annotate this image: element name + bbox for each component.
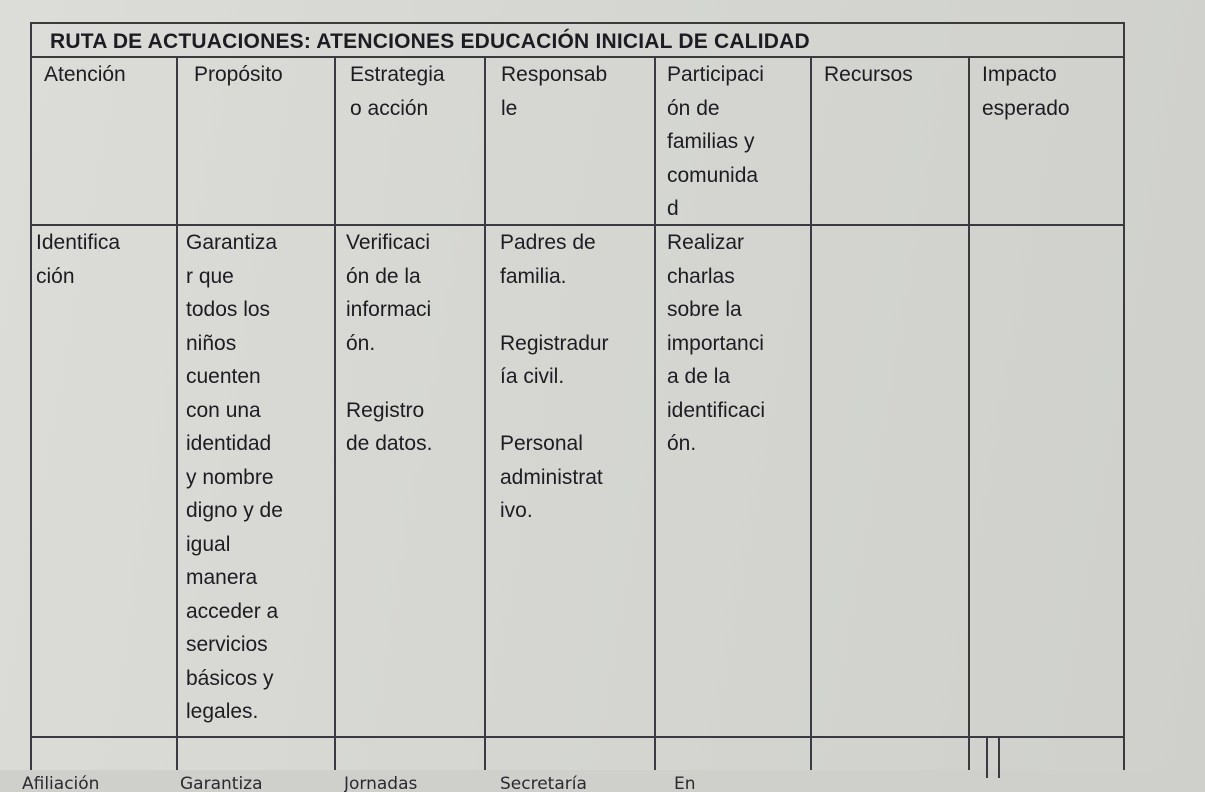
row-1-bottom xyxy=(30,736,1125,738)
row2-participacion: En xyxy=(674,774,696,792)
header-participacion: Participaci ón de familias y comunida d xyxy=(667,63,764,220)
actions-table xyxy=(22,22,1125,792)
header-impacto: Impacto esperado xyxy=(982,63,1070,120)
column-divider xyxy=(334,58,336,770)
header-estrategia: Estrategia o acción xyxy=(350,63,445,120)
row2-atencion: Afiliación xyxy=(22,774,100,792)
header-proposito: Propósito xyxy=(194,63,283,86)
row1-estrategia: Verificaci ón de la informaci ón. Registro de datos. xyxy=(346,231,433,455)
column-divider xyxy=(654,58,656,770)
row1-participacion: Realizar charlas sobre la importanci a de la identificaci ón. xyxy=(667,231,766,455)
row2-estrategia: Jornadas xyxy=(344,774,418,792)
column-divider xyxy=(986,738,988,778)
table-title: RUTA DE ACTUACIONES: ATENCIONES EDUCACIÓN INICIAL DE CALIDAD xyxy=(30,22,1125,58)
row2-responsable: Secretaría xyxy=(500,774,587,792)
row1-atencion: Identifica ción xyxy=(36,231,121,288)
column-divider xyxy=(998,738,1000,778)
column-divider xyxy=(810,58,812,770)
table-border-top xyxy=(30,22,1125,24)
header-responsable: Responsab le xyxy=(501,63,608,120)
column-divider xyxy=(484,58,486,770)
header-atencion: Atención xyxy=(44,63,126,86)
header-recursos: Recursos xyxy=(824,63,913,86)
row1-responsable: Padres de familia. Registradur ía civil. Personal administrat ivo. xyxy=(500,231,609,522)
column-divider xyxy=(968,58,970,770)
table-border-right xyxy=(1123,22,1125,770)
table-border-left xyxy=(30,22,32,770)
row2-proposito: Garantiza xyxy=(180,774,263,792)
row1-proposito: Garantiza r que todos los niños cuenten con una identidad y nombre digno y de igual manera acceder a servicios básicos y legales. xyxy=(186,231,283,723)
column-divider xyxy=(176,58,178,770)
